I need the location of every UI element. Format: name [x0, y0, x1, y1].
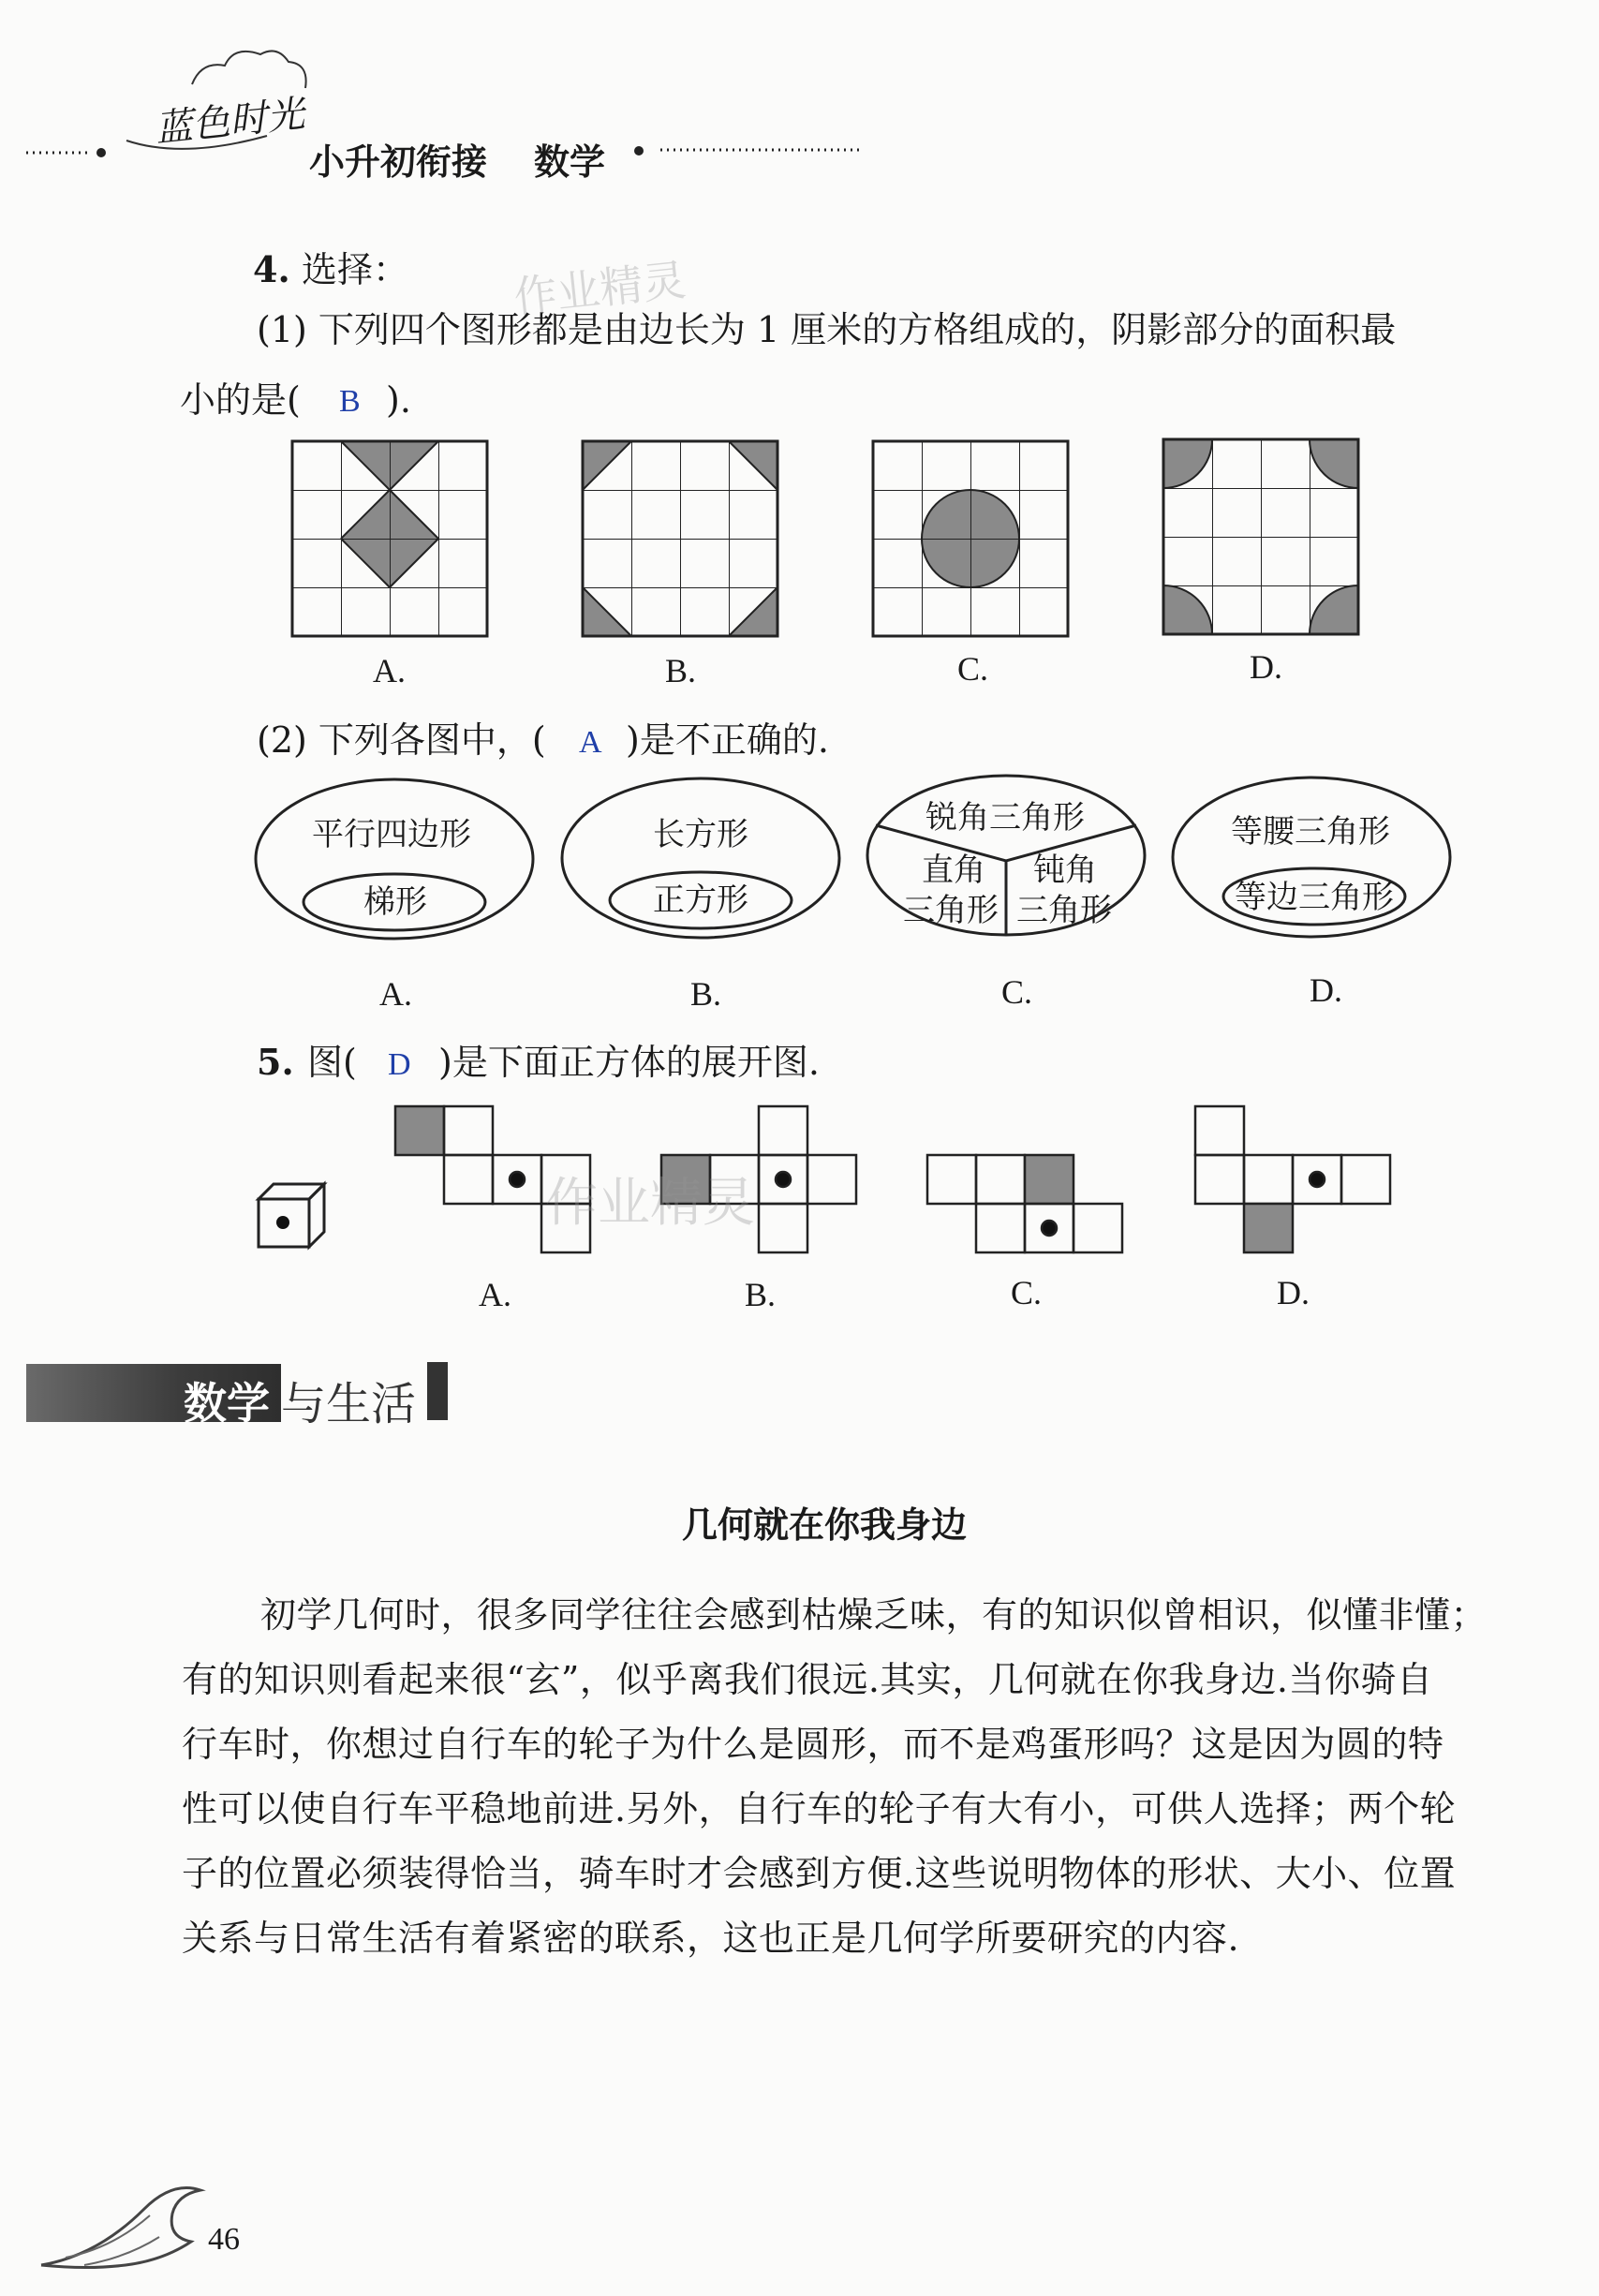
q4-part2-label-b: B.	[690, 975, 722, 1013]
q5-label-a: A.	[479, 1276, 511, 1313]
venn-a-outer: 平行四边形	[312, 816, 471, 853]
article-line: 子的位置必须装得恰当，骑车时才会感到方便.这些说明物体的形状、大小、位置	[182, 1853, 1457, 1894]
q4-part1-answer: B	[339, 384, 361, 419]
q4-part1-label-a: A.	[373, 652, 406, 689]
section-title-bold: 数学	[184, 1378, 270, 1429]
article-title: 几何就在你我身边	[682, 1504, 968, 1546]
q5-number: 5.	[257, 1041, 294, 1083]
q5-pre: 图(	[307, 1042, 357, 1083]
q5-answer: D	[388, 1047, 411, 1082]
venn-b-inner: 正方形	[653, 881, 748, 919]
article-line: 行车时，你想过自行车的轮子为什么是圆形，而不是鸡蛋形吗？这是因为圆的特	[182, 1724, 1444, 1765]
venn-c-left-1: 直角	[922, 852, 985, 889]
q4-part1-line2-post: ).	[386, 379, 411, 421]
venn-c-right-1: 钝角	[1033, 852, 1097, 889]
q4-part1-line1: (1) 下列四个图形都是由边长为 1 厘米的方格组成的，阴影部分的面积最	[257, 309, 1397, 350]
article-line: 初学几何时，很多同学往往会感到枯燥乏味，有的知识似曾相识，似懂非懂；	[260, 1594, 1488, 1636]
q4-part2-pre: (2) 下列各图中，(	[257, 719, 546, 761]
q4-part1-line2-pre: 小的是(	[180, 379, 301, 421]
venn-c-top: 锐角三角形	[925, 799, 1085, 837]
q4-part1-label-d: D.	[1250, 648, 1282, 686]
watermark-1: 作业精灵	[511, 254, 688, 323]
article-line: 性可以使自行车平稳地前进.另外，自行车的轮子有大有小，可供人选择；两个轮	[182, 1788, 1457, 1829]
article-line: 关系与日常生活有着紧密的联系，这也正是几何学所要研究的内容.	[182, 1918, 1240, 1959]
page-number: 46	[208, 2222, 240, 2257]
q5-label-c: C.	[1011, 1274, 1043, 1311]
article-line: 有的知识则看起来很“玄”，似乎离我们很远.其实，几何就在你我身边.当你骑自	[182, 1659, 1433, 1700]
q4-part2-label-c: C.	[1001, 973, 1033, 1011]
q4-part2-label-a: A.	[379, 975, 412, 1013]
q5-label-d: D.	[1277, 1274, 1310, 1311]
q4-heading: 选择：	[302, 249, 409, 290]
venn-c-left-2: 三角形	[903, 892, 999, 929]
watermark-2: 作业精灵	[545, 1173, 755, 1234]
venn-b-outer: 长方形	[653, 816, 748, 853]
venn-c-right-2: 三角形	[1016, 892, 1112, 929]
q4-part1-label-c: C.	[957, 650, 989, 688]
q4-part2-answer: A	[579, 725, 602, 760]
q4-part1-label-b: B.	[665, 652, 697, 689]
q4-number: 4.	[253, 248, 290, 290]
q4-part2-post: )是不正确的.	[626, 719, 829, 761]
brand-logo: 蓝色时光	[153, 92, 307, 152]
q5-label-b: B.	[745, 1276, 777, 1313]
venn-d-outer: 等腰三角形	[1231, 813, 1390, 851]
header-book-title: 小升初衔接	[309, 141, 488, 183]
venn-a-inner: 梯形	[363, 883, 427, 921]
header-subject: 数学	[534, 141, 606, 183]
q4-part2-label-d: D.	[1310, 971, 1342, 1009]
q5-post: )是下面正方体的展开图.	[438, 1042, 820, 1083]
venn-d-inner: 等边三角形	[1235, 879, 1394, 916]
section-title-rest: 与生活	[281, 1378, 417, 1430]
